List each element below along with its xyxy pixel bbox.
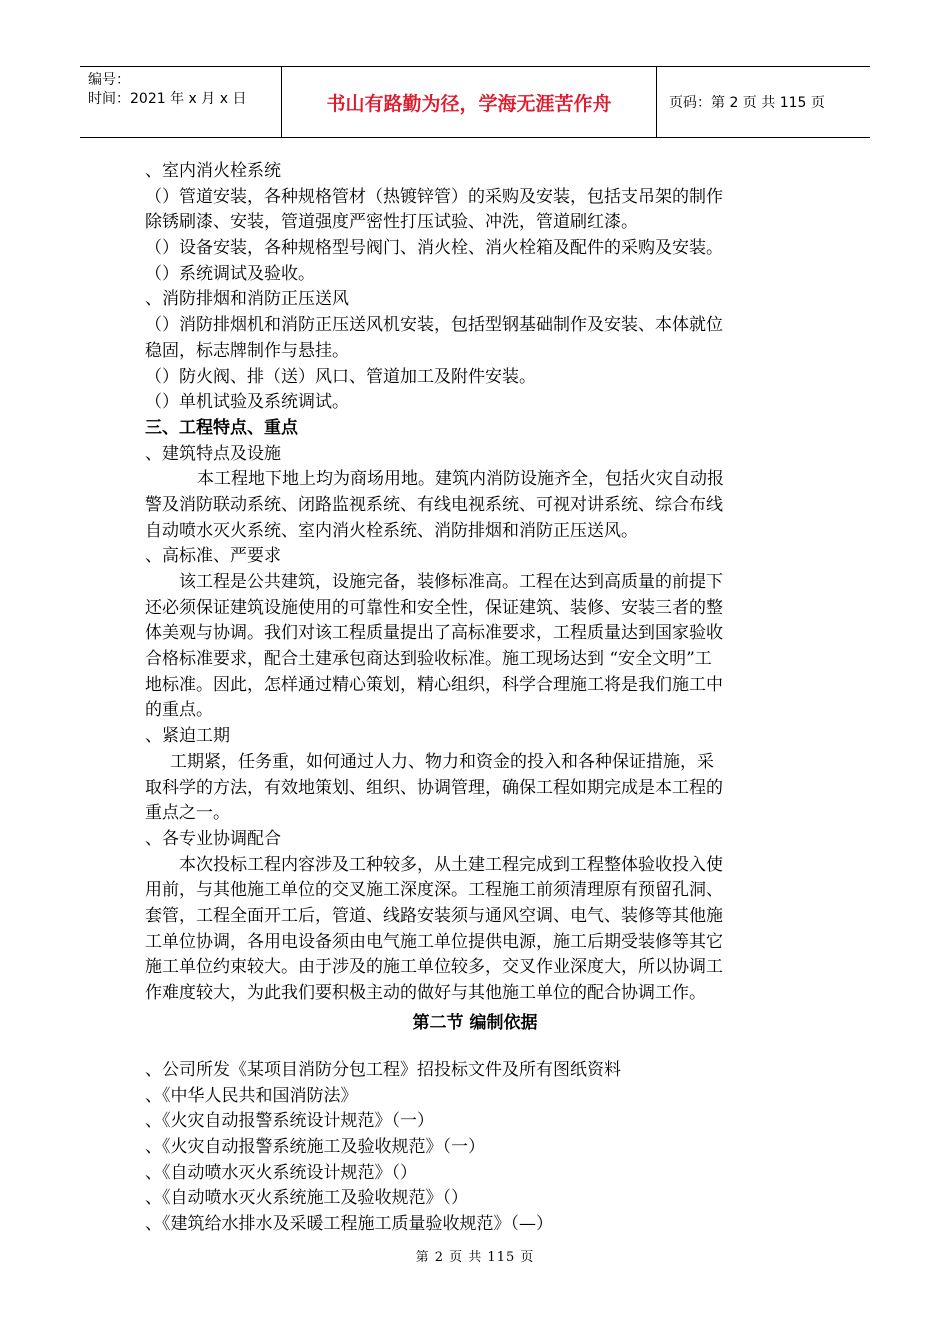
paragraph-line: （）设备安装，各种规格型号阀门、消火栓、消火栓箱及配件的采购及安装。	[145, 238, 723, 259]
paragraph-line: 体美观与协调。我们对该工程质量提出了高标准要求，工程质量达到国家验收	[145, 623, 723, 644]
paragraph-line: 警及消防联动系统、闭路监视系统、有线电视系统、可视对讲系统、综合布线	[145, 494, 723, 515]
header-meta	[80, 67, 282, 137]
paragraph-line: 作难度较大，为此我们要积极主动的做好与其他施工单位的配合协调工作。	[145, 983, 706, 1003]
paragraph-line: 本次投标工程内容涉及工种较多，从土建工程完成到工程整体验收投入使	[179, 854, 723, 875]
heading-smoke-exhaust: 、消防排烟和消防正压送风	[145, 289, 349, 310]
paragraph-line: 套管，工程全面开工后，管道、线路安装须与通风空调、电气、装修等其他施	[145, 905, 723, 926]
paragraph-line: 取科学的方法，有效地策划、组织、协调管理，确保工程如期完成是本工程的	[145, 777, 723, 798]
reference-item: 、《火灾自动报警系统施工及验收规范》（一）	[145, 1137, 485, 1158]
paragraph-line: 用前，与其他施工单位的交叉施工深度深。工程施工前须清理原有预留孔洞、	[145, 880, 723, 901]
reference-item: 、《自动喷水灭火系统施工及验收规范》（）	[145, 1188, 468, 1209]
header-motto: 书山有路勤为径，学海无涯苦作舟	[282, 67, 657, 137]
reference-list	[145, 1058, 810, 1238]
paragraph-line: （）系统调试及验收。	[145, 263, 315, 284]
subheading-coordination: 、各专业协调配合	[145, 828, 281, 849]
subheading-high-standard: 、高标准、严要求	[145, 546, 281, 567]
paragraph-line: 工单位协调，各用电设备须由电气施工单位提供电源，施工后期受装修等其它	[145, 931, 723, 952]
paragraph-line: 还必须保证建筑设施使用的可靠性和安全性，保证建筑、装修、安装三者的整	[145, 597, 723, 618]
paragraph-line: 除锈刷漆、安装，管道强度严密性打压试验、冲洗，管道刷红漆。	[145, 212, 638, 233]
paragraph-line: 地标准。因此，怎样通过精心策划，精心组织，科学合理施工将是我们施工中	[145, 674, 723, 695]
heading-indoor-hydrant: 、室内消火栓系统	[145, 161, 281, 181]
paragraph-line: （）防火阀、排（送）风口、管道加工及附件安装。	[145, 366, 536, 387]
paragraph-line: （）消防排烟机和消防正压送风机安装，包括型钢基础制作及安装、本体就位	[145, 315, 723, 336]
paragraph-line: （）管道安装，各种规格管材（热镀锌管）的采购及安装，包括支吊架的制作	[145, 186, 723, 207]
paragraph-line: 工期紧，任务重，如何通过人力、物力和资金的投入和各种保证措施，采	[170, 751, 714, 772]
page-footer: 第 2 页 共 115 页	[415, 1250, 535, 1265]
subheading-schedule: 、紧迫工期	[145, 726, 230, 747]
paragraph-line: 施工单位约束较大。由于涉及的施工单位较多，交叉作业深度大，所以协调工	[145, 957, 723, 978]
paragraph-line: 稳固，标志牌制作与悬挂。	[145, 340, 349, 361]
reference-item: 、《自动喷水灭火系统设计规范》（）	[145, 1162, 417, 1183]
document-body	[145, 159, 810, 1007]
paragraph-line: 该工程是公共建筑，设施完备，装修标准高。工程在达到高质量的前提下	[179, 572, 723, 592]
page-header	[80, 66, 870, 138]
header-page-label: 页码：第 2 页 共 115 页	[669, 95, 825, 111]
paragraph-line: 重点之一。	[145, 803, 230, 824]
reference-item: 、《火灾自动报警系统设计规范》（一）	[145, 1111, 434, 1132]
subheading-building: 、建筑特点及设施	[145, 443, 281, 464]
reference-item: 、公司所发《某项目消防分包工程》招投标文件及所有图纸资料	[145, 1060, 621, 1080]
paragraph-line: 的重点。	[145, 700, 213, 721]
paragraph-line: 自动喷水灭火系统、室内消火栓系统、消防排烟和消防正压送风。	[145, 520, 638, 541]
section-heading-features: 三、工程特点、重点	[145, 417, 298, 438]
serial-label: 编号：	[88, 72, 130, 88]
paragraph-line: （）单机试验及系统调试。	[145, 392, 349, 413]
reference-item: 、《中华人民共和国消防法》	[145, 1085, 358, 1106]
reference-item: 、《建筑给水排水及采暖工程施工质量验收规范》（—）	[145, 1214, 553, 1235]
paragraph-line: 合格标准要求，配合土建承包商达到验收标准。施工现场达到 “安全文明”工	[145, 649, 712, 670]
paragraph-line: 本工程地下地上均为商场用地。建筑内消防设施齐全，包括火灾自动报	[197, 469, 724, 490]
time-label: 时间：2021 年 x 月 x 日	[88, 91, 247, 107]
section-title: 第二节 编制依据	[412, 1013, 538, 1033]
